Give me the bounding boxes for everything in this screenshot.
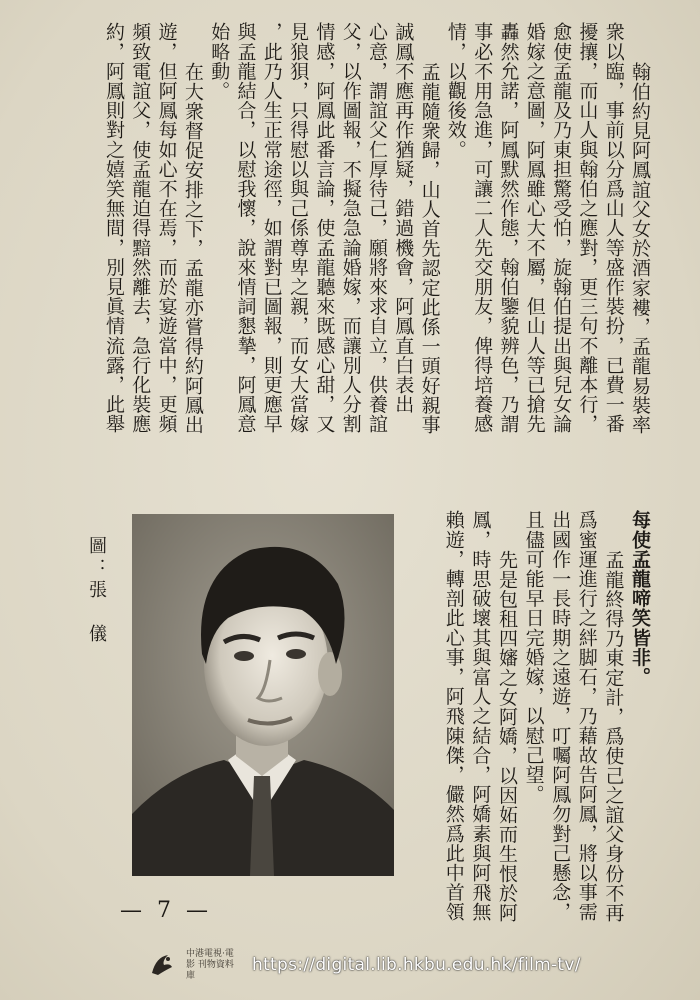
- text-column: 愈使孟龍及乃東担驚受怕，旋翰伯提出與兒女論: [550, 22, 573, 434]
- text-column: 衆以臨，事前以分爲山人等盛作裝扮，已費一番: [602, 22, 625, 434]
- portrait-photo: [132, 514, 394, 876]
- text-column: 見狼狽，只得慰以與己係尊卑之親，而女大當嫁: [287, 22, 310, 434]
- text-column: 與孟龍結合，以慰我懷，說來情詞懇摯，阿鳳意: [234, 22, 257, 434]
- text-column: 情，以觀後效。: [444, 22, 467, 160]
- archive-logo-text: 中港電視·電影 刊物資料庫: [186, 948, 234, 981]
- text-column: 始略動。: [208, 22, 231, 101]
- text-column: 擾攘，而山人與翰伯之應對，更三句不離本行，: [576, 22, 599, 434]
- text-column: 爲蜜運進行之絆脚石，乃藉故告阿鳳，將以事需: [575, 510, 598, 922]
- archive-footer: [148, 946, 588, 984]
- text-column: 且儘可能早日完婚嫁，以慰己望。: [522, 510, 545, 804]
- text-column: 婚嫁之意圖，阿鳳雖心大不屬，但山人等已搶先: [523, 22, 546, 434]
- archive-url-link[interactable]: https://digital.lib.hkbu.edu.hk/film-tv/: [252, 955, 581, 975]
- text-column: 賴遊，轉剖此心事，阿飛陳傑，儼然爲此中首領: [442, 510, 465, 922]
- text-column: 頻致電誼父，使孟龍迫得黯然離去，急行化裝應: [129, 22, 152, 434]
- text-column: 孟龍終得乃東定計，爲使己之誼父身份不再: [602, 550, 625, 923]
- text-column: 父，以作圖報，不擬急急論婚嫁，而讓別人分割: [339, 22, 362, 434]
- text-column: 鳳，時思破壞其與富人之結合，阿嬌素與阿飛無: [469, 510, 492, 922]
- text-column: 轟然允諾，阿鳳默然作態，翰伯鑒貌辨色，乃謂: [497, 22, 520, 434]
- portrait-image: [132, 514, 394, 876]
- text-column: 先是包租四嬸之女阿嬌，以因妬而生恨於阿: [496, 550, 518, 923]
- text-column: 誠鳳不應再作猶疑，錯過機會，阿鳳直白表出: [392, 22, 415, 414]
- text-column: 約，阿鳳則對之嬉笑無間，別見眞情流露，此舉: [103, 22, 125, 434]
- text-column: 情感，阿鳳此番言論，使孟龍聽來既感心甜，又: [313, 22, 336, 434]
- text-column: 事必不用急進，可讓二人先交朋友，俾得培養感: [471, 22, 494, 434]
- page-number: — 7 —: [120, 898, 212, 923]
- text-column: 在大衆督促安排之下，孟龍亦嘗得約阿鳳出: [181, 62, 204, 435]
- archive-logo-icon: [148, 951, 176, 979]
- text-column: ，此乃人生正常途徑，如謂對已圖報，則更應早: [260, 22, 283, 434]
- text-column: 遊，但阿鳳每如心不在焉，而於宴遊當中，更頻: [155, 22, 178, 434]
- photo-caption: 圖：張 儀: [86, 536, 107, 646]
- text-column: 孟龍隨衆歸，山人首先認定此係一頭好親事: [418, 62, 441, 435]
- text-column: 翰伯約見阿鳳誼父女於酒家褸，孟龍易裝率: [629, 62, 651, 435]
- text-column: 出國作一長時期之遠遊，叮囑阿鳳勿對己懸念，: [549, 510, 572, 922]
- text-column: 心意，謂誼父仁厚待己，願將來求自立，供養誼: [366, 22, 388, 434]
- text-column: 每使孟龍啼笑皆非。: [629, 510, 651, 687]
